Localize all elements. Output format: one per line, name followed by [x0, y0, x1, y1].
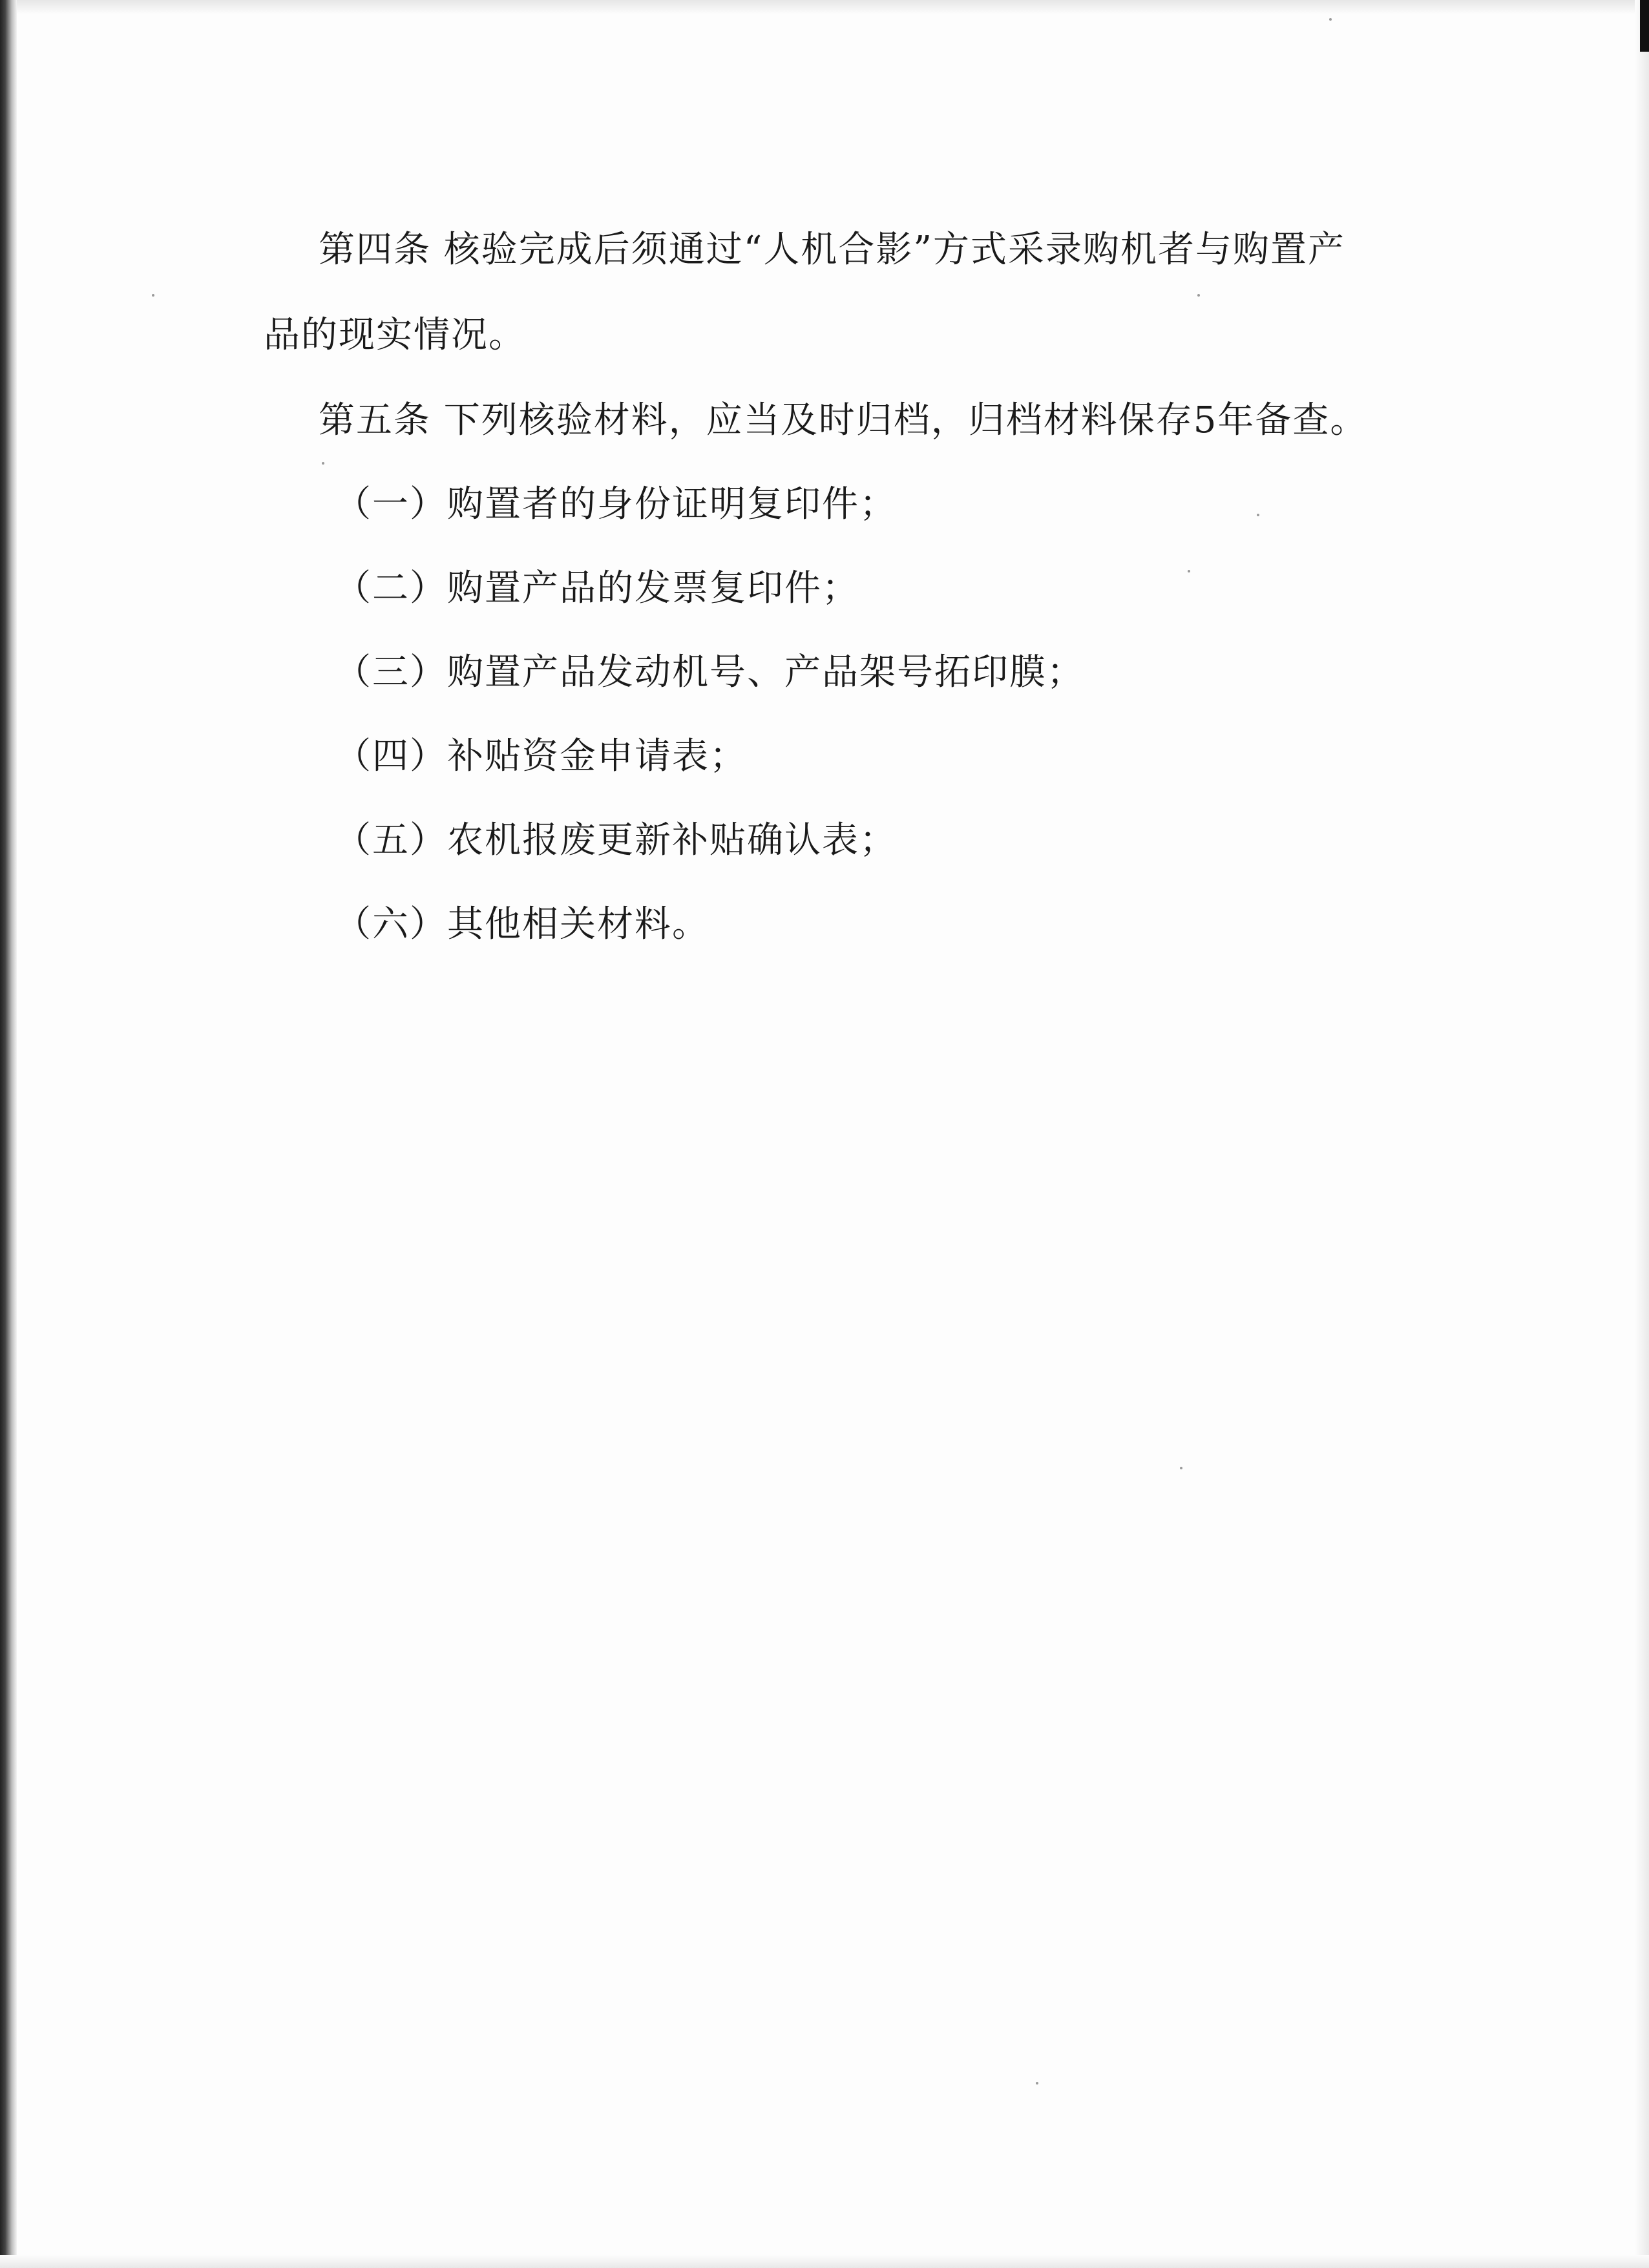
list-item: （六）其他相关材料。: [335, 903, 709, 945]
document-body: [264, 229, 1394, 945]
list-item: （一）购置者的身份证明复印件；: [335, 483, 897, 525]
scan-bottom-edge: [0, 2255, 1649, 2268]
scan-left-edge: [0, 0, 17, 2268]
scan-speck: [152, 294, 154, 297]
scan-right-edge: [1635, 0, 1649, 2268]
article-4-line-2: 品的现实情况。: [264, 314, 526, 356]
list-item: （三）购置产品发动机号、产品架号拓印膜；: [335, 651, 1084, 693]
scan-speck: [1036, 2082, 1038, 2084]
article-4-line-1: 第四条 核验完成后须通过“人机合影”方式采录购机者与购置产: [319, 229, 1346, 271]
scan-top-edge: [0, 0, 1649, 14]
scan-speck: [1180, 1467, 1182, 1469]
list-item: （二）购置产品的发票复印件；: [335, 567, 859, 609]
scan-speck: [1329, 18, 1332, 21]
article-5-line-1: 第五条 下列核验材料，应当及时归档，归档材料保存5年备查。: [319, 399, 1368, 441]
scan-right-mark: [1640, 0, 1649, 52]
list-item: （五）农机报废更新补贴确认表；: [335, 819, 897, 861]
list-item: （四）补贴资金申请表；: [335, 735, 747, 777]
